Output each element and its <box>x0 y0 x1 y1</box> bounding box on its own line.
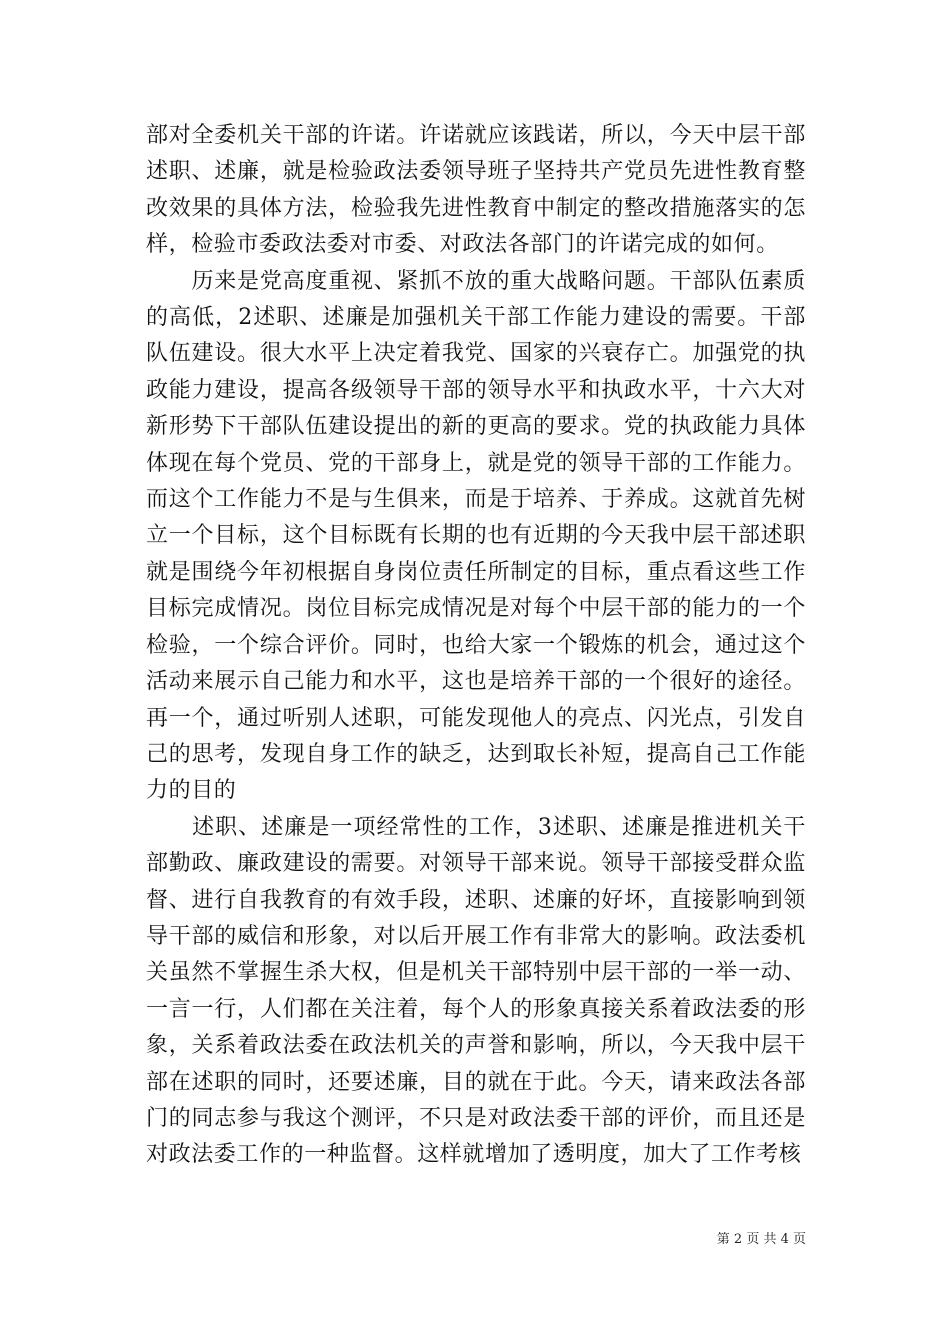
document-body <box>146 118 806 1174</box>
paragraph-2: 历来是党高度重视、紧抓不放的重大战略问题。干部队伍素质的高低，2述职、述廉是加强机关干部工作能力建设的需要。干部队伍建设。很大水平上决定着我党、国家的兴衰存亡。加强党的执政能力建设，提高各级领导干部的领导水平和执政水平，十六大对新形势下干部队伍建设提出的新的更高的要求。党的执政能力具体体现在每个党员、党的干部身上，就是党的领导干部的工作能力。而这个工作能力不是与生俱来，而是于培养、于养成。这就首先树立一个目标，这个目标既有长期的也有近期的今天我中层干部述职就是围绕今年初根据自身岗位责任所制定的目标，重点看这些工作目标完成情况。岗位目标完成情况是对每个中层干部的能力的一个检验，一个综合评价。同时，也给大家一个锻炼的机会，通过这个活动来展示自己能力和水平，这也是培养干部的一个很好的途径。再一个，通过听别人述职，可能发现他人的亮点、闪光点，引发自己的思考，发现自身工作的缺乏，达到取长补短，提高自己工作能力的目的 <box>146 268 806 804</box>
paragraph-3: 述职、述廉是一项经常性的工作，3述职、述廉是推进机关干部勤政、廉政建设的需要。对领导干部来说。领导干部接受群众监督、进行自我教育的有效手段，述职、述廉的好坏，直接影响到领导干部的威信和形象，对以后开展工作有非常大的影响。政法委机关虽然不掌握生杀大权，但是机关干部特别中层干部的一举一动、一言一行，人们都在关注着，每个人的形象真接关系着政法委的形象，关系着政法委在政法机关的声誉和影响，所以，今天我中层干部在述职的同时，还要述廉，目的就在于此。今天，请来政法各部门的同志参与我这个测评，不只是对政法委干部的评价，而且还是对政法委工作的一种监督。这样就增加了透明度，加大了工作考核 <box>146 814 806 1168</box>
page-number-footer: 第 2 页 共 4 页 <box>716 1232 806 1247</box>
paragraph-1: 部对全委机关干部的许诺。许诺就应该践诺，所以，今天中层干部述职、述廉，就是检验政法委领导班子坚持共产党员先进性教育整改效果的具体方法，检验我先进性教育中制定的整改措施落实的怎样，检验市委政法委对市委、对政法各部门的许诺完成的如何。 <box>146 123 806 258</box>
